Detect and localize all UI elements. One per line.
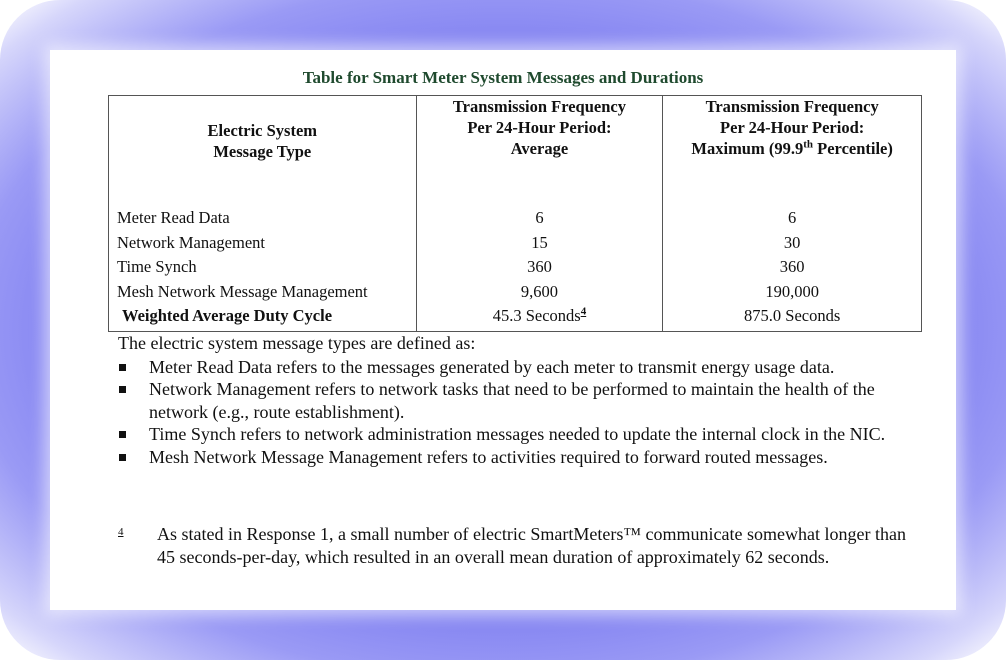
header-maximum: Transmission Frequency Per 24-Hour Period: Maximum (99.9th Percentile) xyxy=(663,96,922,207)
messages-table xyxy=(108,95,922,332)
table-title: Table for Smart Meter System Messages and Durations xyxy=(302,68,704,87)
footnote-text: As stated in Response 1, a small number of electric SmartMeters™ communicate somewhat longer than 45 seconds-per-day, which resulted in an overall mean duration of approximately 62 seconds. xyxy=(157,524,906,567)
bullet-icon xyxy=(119,364,126,371)
list-item: Mesh Network Message Management refers to activities required to forward routed messages. xyxy=(118,446,938,469)
footnote-reference[interactable]: 4 xyxy=(580,305,587,318)
list-item: Time Synch refers to network administration messages needed to update the internal clock in the NIC. xyxy=(118,423,938,446)
bullet-icon xyxy=(119,454,126,461)
header-average: Transmission Frequency Per 24-Hour Period: Average xyxy=(416,96,663,207)
definitions-list xyxy=(118,356,938,469)
table-row: Time Synch 360 360 xyxy=(109,255,922,280)
total-average: 45.3 Seconds$^4$ xyxy=(416,304,663,331)
total-row: Weighted Average Duty Cycle 45.3 Seconds$^4$ 875.0 Seconds xyxy=(109,304,922,331)
table-header-row xyxy=(109,96,922,207)
definitions-section xyxy=(118,332,938,468)
bullet-icon xyxy=(119,386,126,393)
table-row: Meter Read Data 6 6 xyxy=(109,206,922,231)
table-row: Mesh Network Message Management 9,600 190,000 xyxy=(109,280,922,305)
table-row: Network Management 15 30 xyxy=(109,231,922,256)
bullet-icon xyxy=(119,431,126,438)
list-item: Network Management refers to network tasks that need to be performed to maintain the health of the network (e.g., route establishment). xyxy=(118,378,938,423)
document-page xyxy=(50,50,956,610)
footnote xyxy=(118,523,918,568)
definitions-intro: The electric system message types are defined as: xyxy=(118,333,476,353)
header-message-type: Electric System Message Type xyxy=(207,121,318,161)
list-item: Meter Read Data refers to the messages generated by each meter to transmit energy usage data. xyxy=(118,356,938,379)
footnote-mark: 4 xyxy=(118,526,124,538)
